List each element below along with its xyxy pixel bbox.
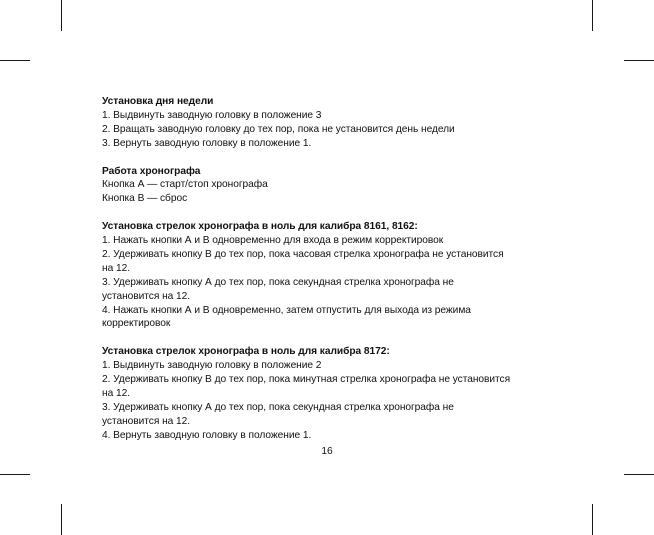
instruction-line: 3. Вернуть заводную головку в положение 1. — [102, 137, 312, 149]
instruction-line: на 12. — [102, 387, 130, 399]
instruction-line: на 12. — [102, 262, 130, 274]
instruction-line: 1. Нажать кнопки А и В одновременно для входа в режим корректировок — [102, 235, 444, 247]
instruction-line: 2. Вращать заводную головку до тех пор, пока не установится день недели — [102, 123, 455, 135]
section-zero-reset-8172 — [102, 345, 572, 442]
crop-mark-bottom-left-horizontal — [0, 474, 30, 475]
instruction-line: Кнопка В — сброс — [102, 193, 188, 205]
crop-mark-bottom-right-vertical — [592, 504, 593, 535]
instruction-line: 2. Удерживать кнопку В до тех пор, пока часовая стрелка хронографа не установится — [102, 248, 504, 260]
crop-mark-bottom-right-horizontal — [624, 474, 654, 475]
instruction-line: 1. Выдвинуть заводную головку в положение 2 — [102, 360, 322, 372]
crop-mark-top-right-horizontal — [624, 60, 654, 61]
crop-mark-top-left-vertical — [61, 0, 62, 31]
section-heading: Установка стрелок хронографа в ноль для калибра 8172: — [102, 346, 390, 358]
instruction-line: установится на 12. — [102, 290, 191, 302]
section-day-of-week — [102, 95, 572, 151]
instruction-line: 2. Удерживать кнопку В до тех пор, пока минутная стрелка хронографа не установится — [102, 374, 511, 386]
section-heading: Работа хронографа — [102, 165, 201, 177]
instruction-line: 4. Вернуть заводную головку в положение 1. — [102, 429, 312, 441]
page-number: 16 — [321, 446, 333, 457]
crop-mark-top-left-horizontal — [0, 60, 30, 61]
instruction-line: 3. Удерживать кнопку А до тех пор, пока секундная стрелка хронографа не — [102, 276, 454, 288]
instruction-line: корректировок — [102, 318, 171, 330]
instruction-line: установится на 12. — [102, 415, 191, 427]
section-zero-reset-8161-8162 — [102, 220, 572, 331]
instructions-body — [102, 95, 572, 443]
instruction-line: 4. Нажать кнопки А и В одновременно, затем отпустить для выхода из режима — [102, 304, 471, 316]
section-heading: Установка стрелок хронографа в ноль для калибра 8161, 8162: — [102, 221, 418, 233]
section-heading: Установка дня недели — [102, 96, 214, 107]
instruction-line: Кнопка А — старт/стоп хронографа — [102, 179, 268, 191]
section-chronograph-operation — [102, 165, 572, 207]
crop-mark-top-right-vertical — [592, 0, 593, 31]
instruction-line: 1. Выдвинуть заводную головку в положение 3 — [102, 109, 322, 121]
instruction-line: 3. Удерживать кнопку А до тех пор, пока секундная стрелка хронографа не — [102, 401, 454, 413]
crop-mark-bottom-left-vertical — [61, 504, 62, 535]
